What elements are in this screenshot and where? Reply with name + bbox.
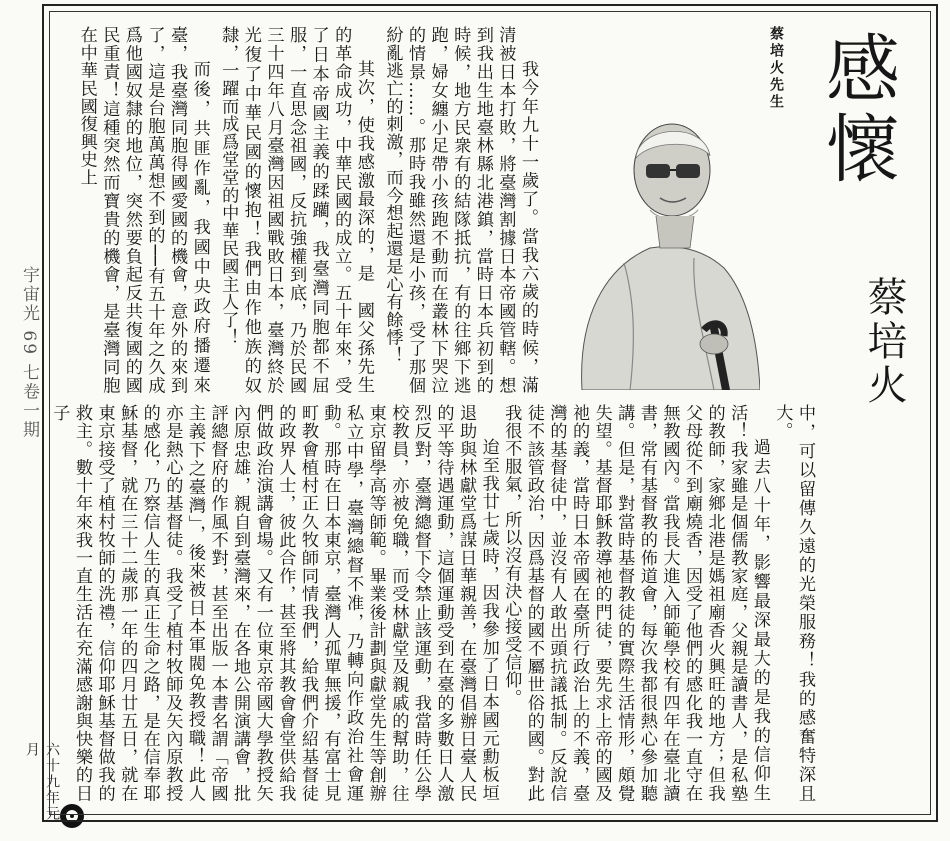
paragraph-lower-2: 過去八十年，影響最深最大的是我的信仰生活！我家雖是個儒教家庭，父親是讀書人，是私塾的教師，家鄉北港是媽祖廟香火興旺的地方；但我父母從不到廟燒香，因受了他們的感化我一直守在無教國內。當我長大進入師範學校有四年在臺北讀書，常有基督教的佈道會，每次我都很熱心參加聽講。但是，對當時基督教徒的實際生活情形，頗覺失望。基督耶穌教導祂的門徒，要先求上帝的國及祂的義，當時日本帝國在臺所行政治上的不義，臺灣的基督徒中，並沒有人敢出頭抗議抵制。反說信徒不該管政治，因爲基督的國不屬世俗的國。對此我很不服氣，所以沒有決心接受信仰。 [501, 404, 770, 802]
publication-date: 六十九年元月 [24, 742, 60, 822]
paragraph-lower-3: 迨至我廿七歲時，因我參加了日本國元勳板垣退助與林獻堂爲謀日華親善，在臺灣倡辦日臺人民的平等待遇運動，這個運動受到在臺的多數日人激烈反對，臺灣總督下令禁止該運動，我當時任公學校教員，亦被免職，而受林獻堂及親戚的幫助，往東京留學高等師範。畢業後計劃與獻堂先生等創辦私立中學，臺灣總督不准，乃轉向作政治社會運動。那時在日本東京，臺灣人孤單無援，有富士見町教會植村正久牧師同情我們，給我們介紹基督徒的政界人士，彼此合作，甚至將其教會會堂供給我們做政治演講會場。又有一位東京帝國大學教授矢內原忠雄，親自到臺灣來，在各地公開演講會，批評總督府的作風不對，甚至出版一本書名謂「帝國主義下之臺灣」，後來被日本軍閥免教授職！此人亦是熱心的基督徒。我受了植村牧師及矢內原教授的感化，乃察信人生的真正生命之路，是在信奉耶穌基督，就在三十二歲那一年的四月廿五日，就在東京接受了植村牧師的洗禮，信仰耶穌基督做我的救主。數十年來我一直生活在充滿感謝與快樂的日子 [49, 404, 499, 802]
article-author: 蔡培火 [861, 276, 907, 408]
paragraph-lower-1: 中，可以留傳久遠的光榮服務！我的感奮特深且大。 [772, 404, 815, 802]
paragraph-upper-3: 而後，共匪作亂，我國中央政府播遷來臺，我臺灣同胞得國愛國的機會，意外的來到了，這是台胞萬萬想不到的──有五十年之久成爲他國奴隸的地位，突然要負起反共復國的國民重責！這種突然而寶貴的機會，是臺灣同胞在中華民國復興史上 [76, 26, 210, 394]
article-text-upper [76, 26, 539, 394]
paragraph-upper-1: 我今年九十一歲了。當我六歲的時候，滿清被日本打敗，將臺灣割據日本帝國管轄。想到我出生地臺林縣北港鎮，當時日本兵初到的時候，地方民衆有的結隊抵抗，有的往鄉下逃跑，婦女纏小足帶小孩跑不動而在叢林下哭泣的情景……。那時我雖然還是小孩，受了那個紛亂逃亡的刺激，而今想起還是心有餘悸！ [382, 26, 538, 394]
article-text-lower [36, 404, 816, 802]
handwritten-margin-note: 宇宙光 69 七卷一期 [19, 266, 39, 440]
article-frame [42, 4, 938, 822]
article-title: 感懷 [814, 30, 900, 190]
photo-caption: 蔡培火先生 [768, 26, 784, 111]
author-portrait-photo [564, 98, 760, 390]
page [20, 4, 940, 824]
paragraph-upper-2: 其次，使我感激最深的，是 國父孫先生的革命成功，中華民國的成立。五十年來，受了日本帝國主義的蹂躪，我臺灣同胞都不屈服，一直思念祖國，反抗強權到底，乃於民國三十四年八月臺灣因祖國戰敗日本，臺灣終於光復了中華民國的懷抱！我們由作他族的奴隸，一躍而成爲堂堂的中華民國主人了！ [218, 26, 374, 394]
